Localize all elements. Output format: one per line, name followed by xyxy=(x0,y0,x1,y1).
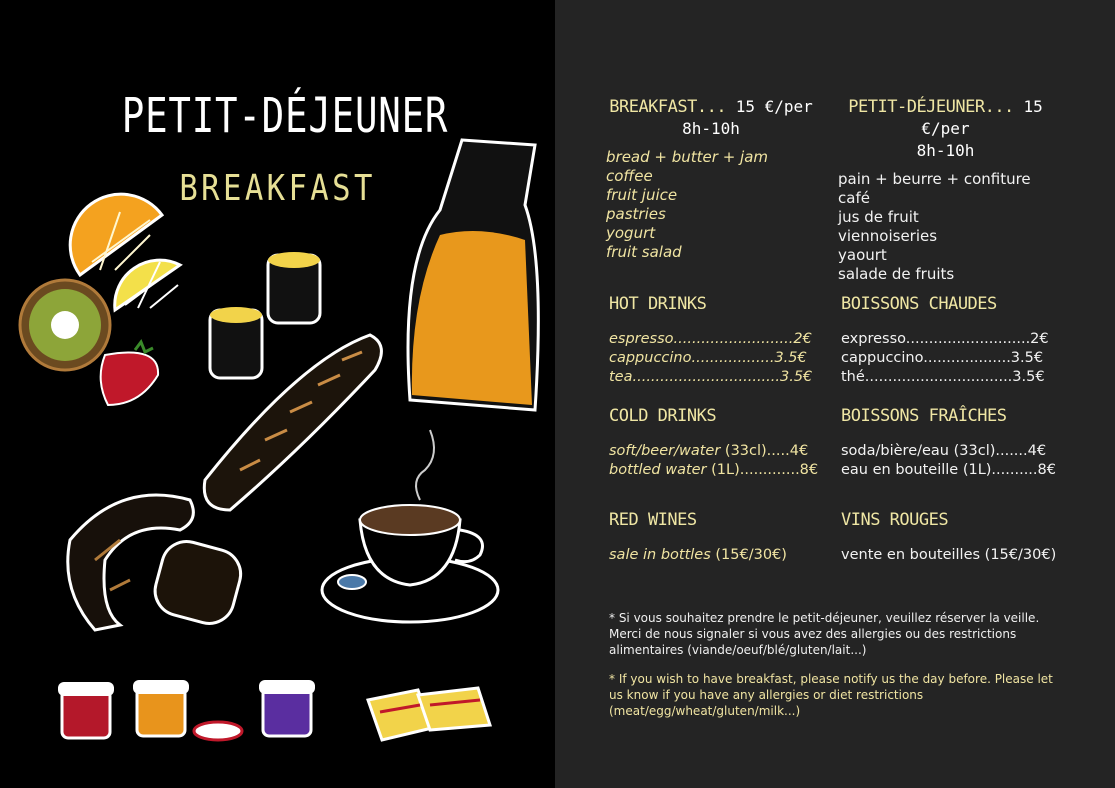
list-item: coffee xyxy=(606,167,653,185)
cold-drinks-fr-heading: BOISSONS FRAÎCHES xyxy=(841,406,1007,426)
item-price: (33cl).....4€ xyxy=(720,443,809,459)
lemon-slice-icon xyxy=(115,260,180,310)
cold-drinks-en-section xyxy=(609,406,824,480)
pain-au-chocolat-icon xyxy=(150,536,247,629)
list-item: jus de fruit xyxy=(838,208,919,226)
list-item: pastries xyxy=(606,205,666,223)
item-name: sale in bottles xyxy=(609,547,711,563)
strawberry-icon xyxy=(101,342,158,405)
price-line: expresso...........................2€ xyxy=(841,331,1049,347)
breakfast-en-hours: 8h-10h xyxy=(682,119,740,138)
list-item: café xyxy=(838,189,870,207)
list-item: fruit juice xyxy=(606,186,678,204)
price-line xyxy=(609,461,824,480)
breakfast-fr-heading: PETIT-DÉJEUNER... xyxy=(848,97,1014,117)
note-en: * If you wish to have breakfast, please notify us the day before. Please let us know if you have any allergies or diet restrictions (meat/egg/wheat/gluten/milk...) xyxy=(609,672,1053,718)
price-line: vente en bouteilles (15€/30€) xyxy=(841,547,1057,563)
price-line: espresso..........................2€ xyxy=(609,331,812,347)
list-item: bread + butter + jam xyxy=(606,148,768,166)
red-wines-en-heading: RED WINES xyxy=(609,510,697,530)
list-item: yogurt xyxy=(606,224,656,242)
breakfast-illustration xyxy=(0,0,555,788)
price-line: eau en bouteille (1L)..........8€ xyxy=(841,462,1056,478)
hot-drinks-en-heading: HOT DRINKS xyxy=(609,294,707,314)
breakfast-en-list xyxy=(606,148,816,262)
item-price: (15€/30€) xyxy=(710,547,787,563)
jam-jar-icon xyxy=(58,680,315,740)
price-line: soda/bière/eau (33cl).......4€ xyxy=(841,443,1047,459)
breakfast-fr-hours: 8h-10h xyxy=(916,141,975,160)
cold-drinks-en-heading: COLD DRINKS xyxy=(609,406,717,426)
hot-drinks-fr-heading: BOISSONS CHAUDES xyxy=(841,294,997,314)
breakfast-fr-section xyxy=(838,96,1053,284)
coffee-cup-icon xyxy=(322,430,498,622)
juice-carafe-icon xyxy=(408,140,538,410)
breakfast-en-section xyxy=(606,96,816,262)
note-fr: * Si vous souhaitez prendre le petit-déjeuner, veuillez réserver la veille. Merci de nous signaler si vous avez des allergies ou des restrictions alimentaires (viande/oeuf/blé/gluten/lait...) xyxy=(609,611,1040,657)
hot-drinks-fr-section xyxy=(841,294,1056,387)
kiwi-icon xyxy=(20,280,110,370)
list-item: pain + beurre + confiture xyxy=(838,170,1031,188)
red-wines-fr-heading: VINS ROUGES xyxy=(841,510,949,530)
butter-packet-icon xyxy=(368,688,490,740)
list-item: viennoiseries xyxy=(838,227,938,245)
list-item: yaourt xyxy=(838,246,887,264)
page-title: PETIT-DÉJEUNER xyxy=(121,88,449,144)
list-item: fruit salad xyxy=(606,243,682,261)
breakfast-fr-list xyxy=(838,170,1053,284)
price-line xyxy=(609,442,824,461)
breakfast-fr-price: 15 €/per xyxy=(921,97,1043,138)
illustration-panel xyxy=(0,0,555,788)
item-name: bottled water xyxy=(609,462,707,478)
price-line: cappuccino..................3.5€ xyxy=(609,350,807,366)
yogurt-jar-icon xyxy=(210,252,320,378)
page-subtitle: BREAKFAST xyxy=(179,168,376,209)
breakfast-en-heading: BREAKFAST... xyxy=(609,97,727,117)
price-line: cappuccino...................3.5€ xyxy=(841,350,1044,366)
price-line: thé................................3.5€ xyxy=(841,369,1045,385)
breakfast-en-header xyxy=(606,96,816,140)
hot-drinks-en-section xyxy=(609,294,824,387)
red-wines-en-section xyxy=(609,510,824,565)
price-line: tea................................3.5€ xyxy=(609,369,813,385)
breakfast-en-price: 15 €/per xyxy=(735,97,813,116)
item-name: soft/beer/water xyxy=(609,443,721,459)
list-item: salade de fruits xyxy=(838,265,955,283)
breakfast-fr-header xyxy=(838,96,1053,162)
cold-drinks-fr-section xyxy=(841,406,1056,480)
item-price: (1L).............8€ xyxy=(706,462,819,478)
price-line xyxy=(609,546,824,565)
red-wines-fr-section xyxy=(841,510,1061,565)
